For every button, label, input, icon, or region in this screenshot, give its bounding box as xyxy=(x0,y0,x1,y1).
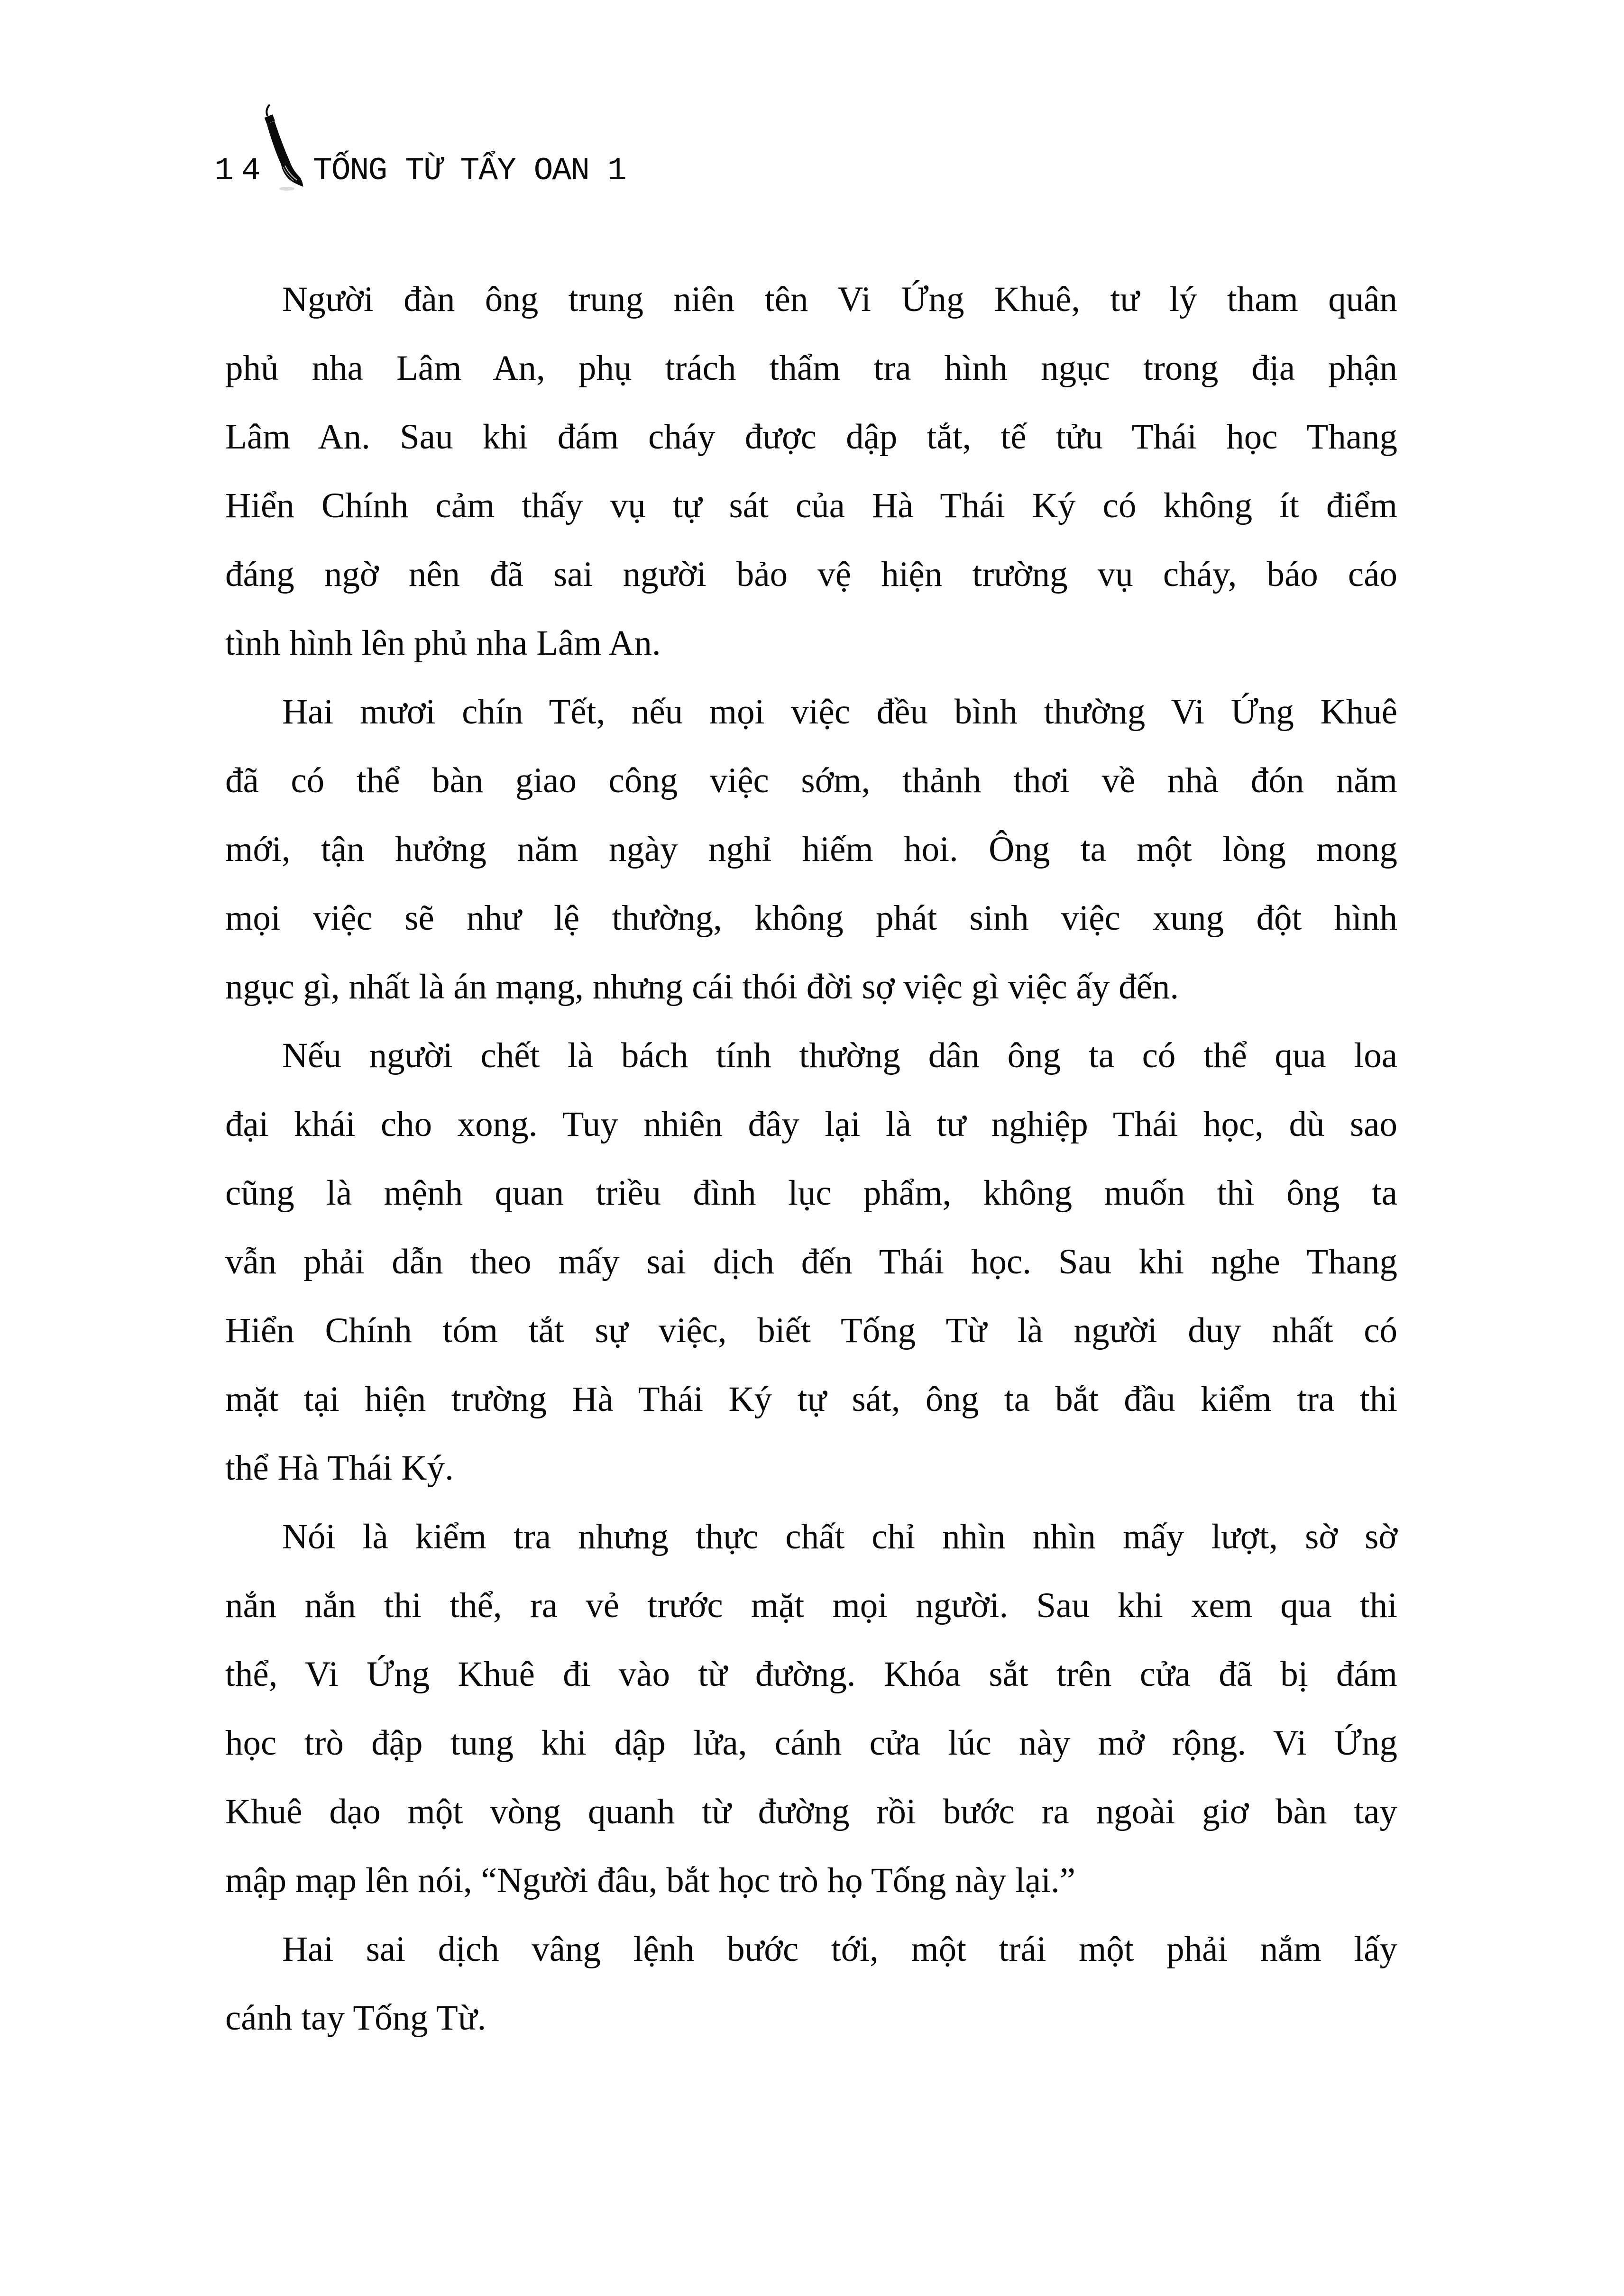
text-line: nắn nắn thi thể, ra vẻ trước mặt mọi người. Sau khi xem qua thi xyxy=(225,1586,1397,1625)
text-line: đã có thể bàn giao công việc sớm, thảnh thơi về nhà đón năm xyxy=(225,761,1397,800)
text-line: cánh tay Tống Từ. xyxy=(225,1998,486,2038)
text-line: Lâm An. Sau khi đám cháy được dập tắt, tế tửu Thái học Thang xyxy=(225,417,1397,457)
paragraph xyxy=(225,1021,1397,1502)
paragraph xyxy=(225,265,1397,677)
text-line: cũng là mệnh quan triều đình lục phẩm, không muốn thì ông ta xyxy=(225,1173,1397,1213)
text-line: Hiển Chính tóm tắt sự việc, biết Tống Từ là người duy nhất có xyxy=(225,1311,1397,1350)
page-number: 14 xyxy=(214,153,268,189)
text-line: Nếu người chết là bách tính thường dân ông ta có thể qua loa xyxy=(282,1036,1397,1075)
text-line: thể Hà Thái Ký. xyxy=(225,1448,454,1488)
paragraph xyxy=(225,677,1397,1021)
paragraph xyxy=(225,1915,1397,2052)
text-line: đại khái cho xong. Tuy nhiên đây lại là tư nghiệp Thái học, dù sao xyxy=(225,1105,1397,1144)
brush-icon xyxy=(260,104,303,191)
text-line: mọi việc sẽ như lệ thường, không phát sinh việc xung đột hình xyxy=(225,898,1397,938)
text-line: Người đàn ông trung niên tên Vi Ứng Khuê, tư lý tham quân xyxy=(282,280,1397,319)
paragraph xyxy=(225,1502,1397,1915)
text-line: mập mạp lên nói, “Người đâu, bắt học trò họ Tống này lại.” xyxy=(225,1861,1076,1900)
text-line: mặt tại hiện trường Hà Thái Ký tự sát, ông ta bắt đầu kiểm tra thi xyxy=(225,1380,1397,1419)
text-line: học trò đập tung khi dập lửa, cánh cửa lúc này mở rộng. Vi Ứng xyxy=(225,1723,1397,1763)
text-line: phủ nha Lâm An, phụ trách thẩm tra hình ngục trong địa phận xyxy=(225,348,1397,388)
text-line: Nói là kiểm tra nhưng thực chất chỉ nhìn nhìn mấy lượt, sờ sờ xyxy=(282,1517,1397,1556)
text-line: vẫn phải dẫn theo mấy sai dịch đến Thái học. Sau khi nghe Thang xyxy=(225,1242,1397,1281)
text-line: đáng ngờ nên đã sai người bảo vệ hiện trường vụ cháy, báo cáo xyxy=(225,555,1397,594)
text-line: thể, Vi Ứng Khuê đi vào từ đường. Khóa sắt trên cửa đã bị đám xyxy=(225,1655,1397,1694)
text-line: Hiển Chính cảm thấy vụ tự sát của Hà Thái Ký có không ít điểm xyxy=(225,486,1397,525)
text-line: Khuê dạo một vòng quanh từ đường rồi bước ra ngoài giơ bàn tay xyxy=(225,1792,1397,1831)
text-line: tình hình lên phủ nha Lâm An. xyxy=(225,623,661,663)
text-line: Hai sai dịch vâng lệnh bước tới, một trái một phải nắm lấy xyxy=(282,1930,1397,1969)
text-line: mới, tận hưởng năm ngày nghỉ hiếm hoi. Ông ta một lòng mong xyxy=(225,830,1397,869)
text-line: Hai mươi chín Tết, nếu mọi việc đều bình thường Vi Ứng Khuê xyxy=(282,692,1397,732)
text-line: ngục gì, nhất là án mạng, nhưng cái thói đời sợ việc gì việc ấy đến. xyxy=(225,967,1179,1006)
running-title: TỐNG TỪ TẨY OAN 1 xyxy=(313,153,626,189)
body-text xyxy=(225,265,1397,2052)
